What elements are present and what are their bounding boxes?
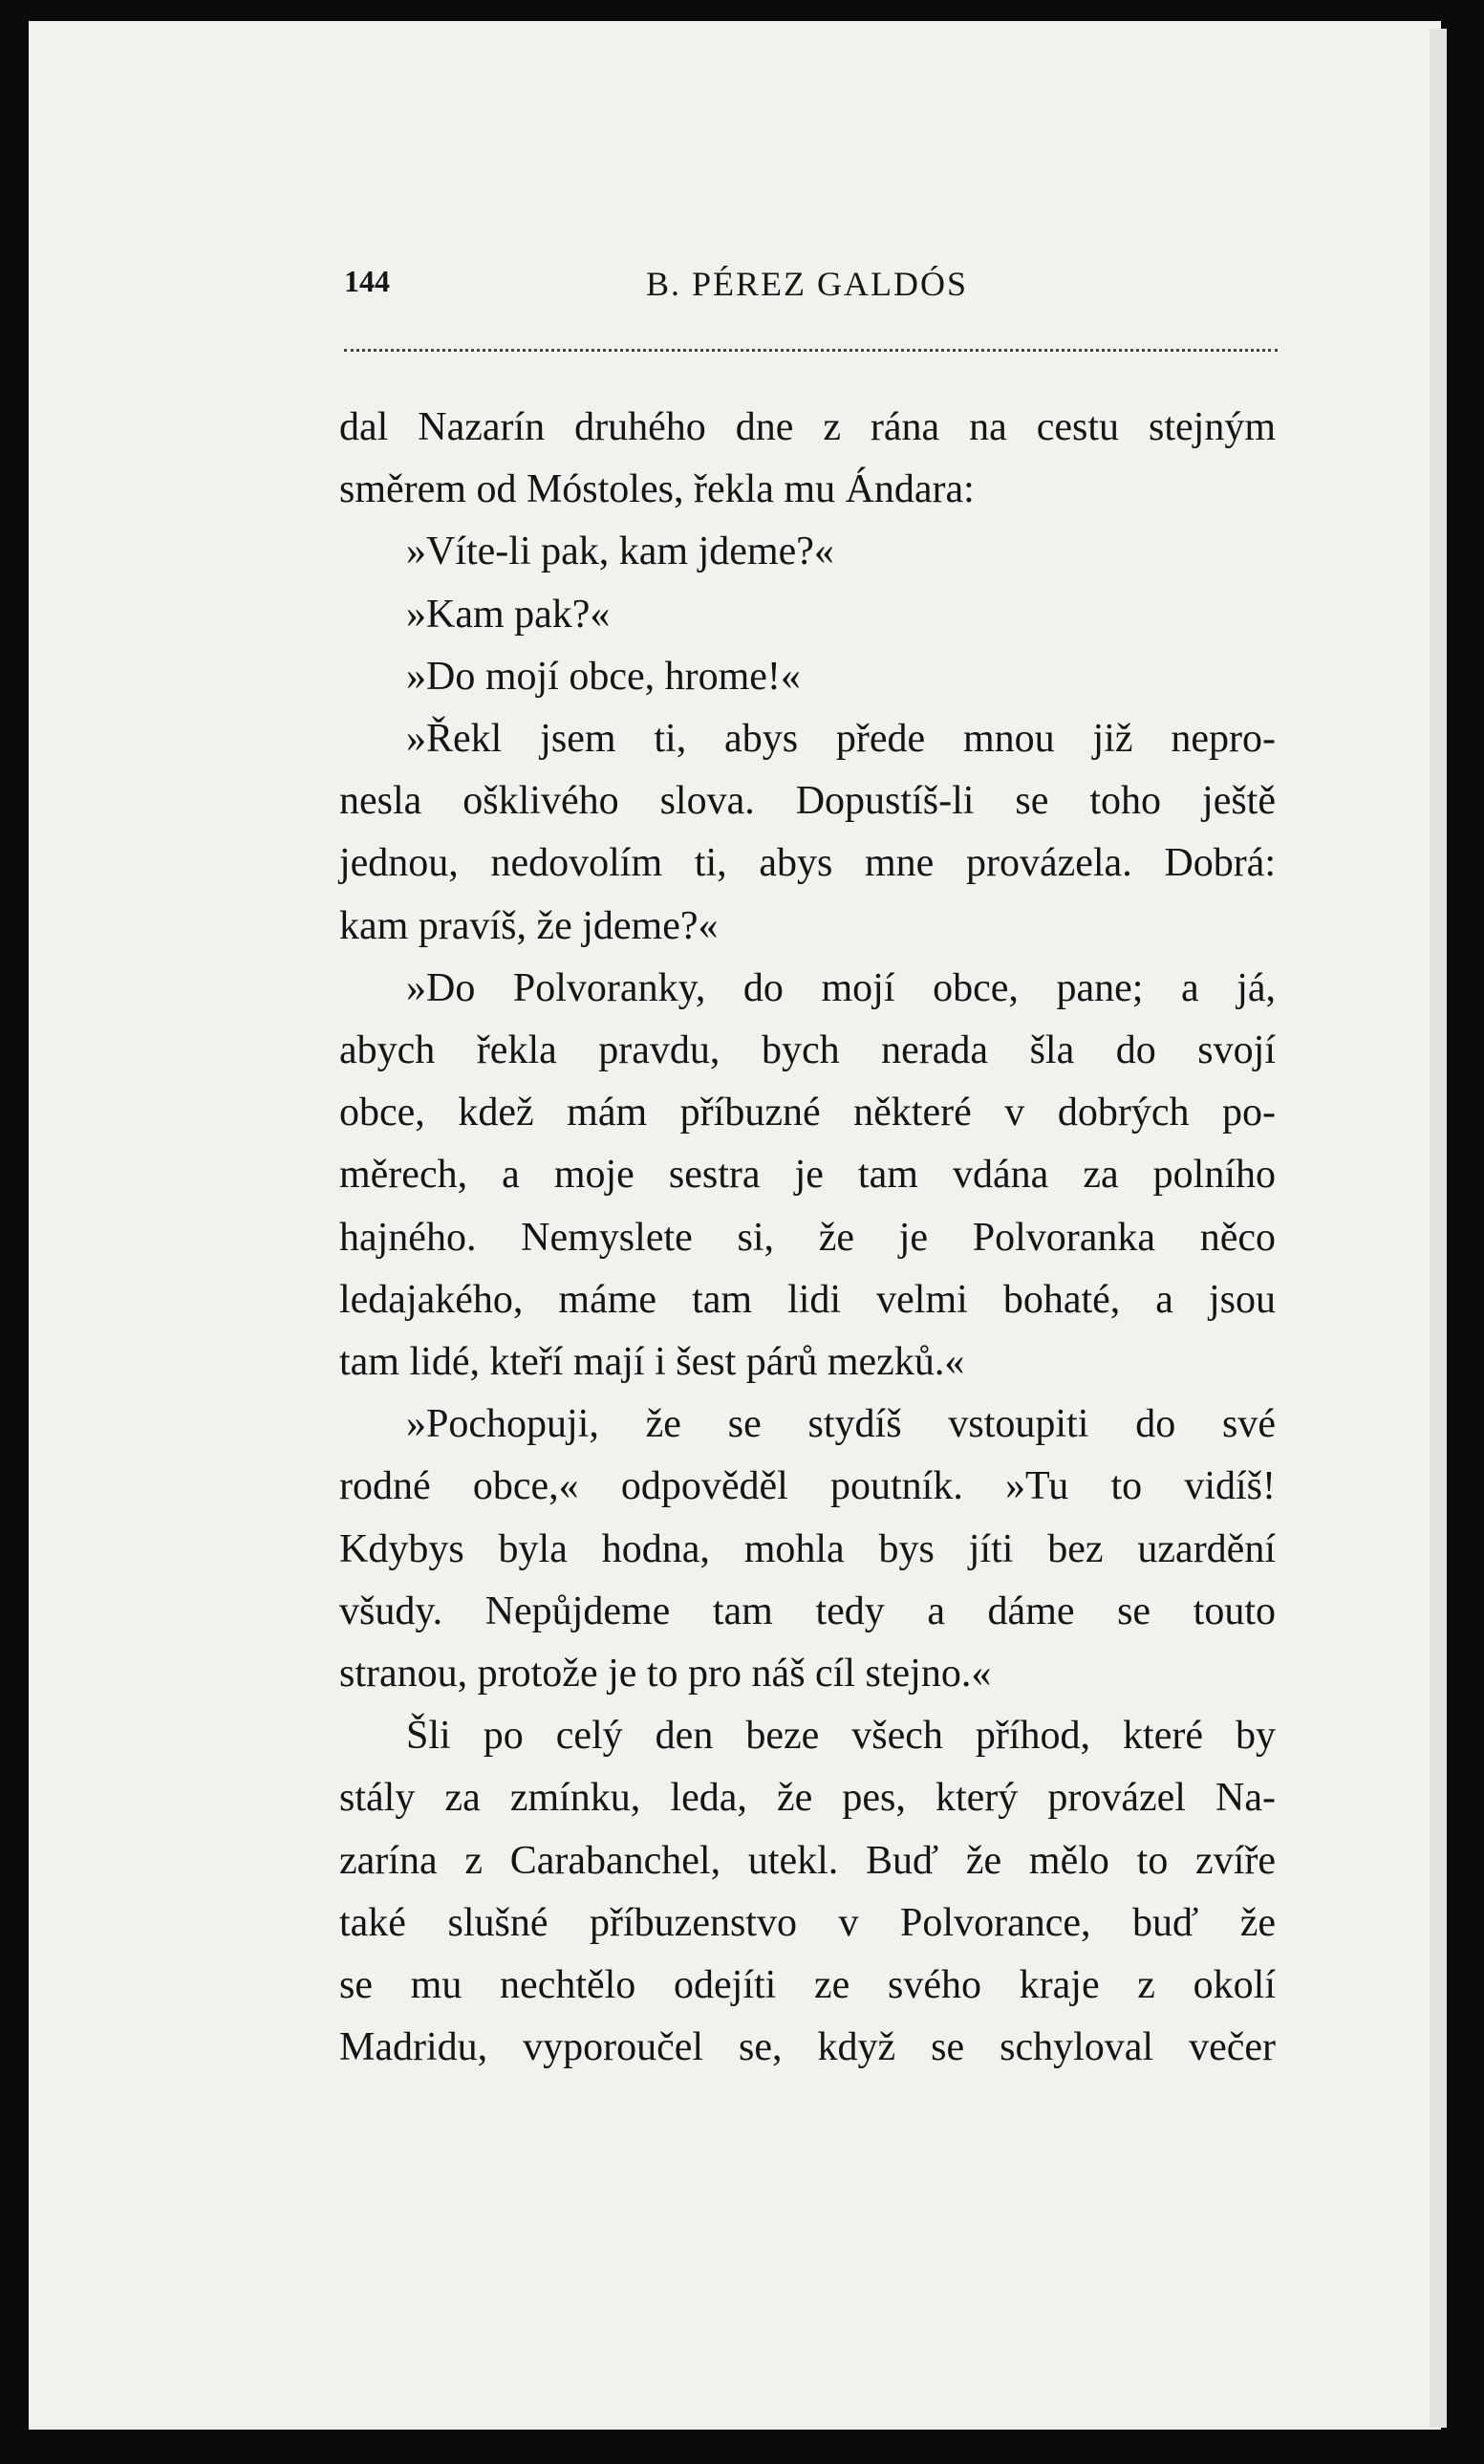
text-line: obce, kdež mám příbuzné některé v dobrých po-	[339, 1091, 1276, 1135]
text-line: kam pravíš, že jdeme?«	[339, 903, 719, 948]
text-line: měrech, a moje sestra je tam vdána za polního	[339, 1153, 1276, 1198]
text-line: hajného. Nemyslete si, že je Polvoranka něco	[339, 1215, 1276, 1260]
text-line: směrem od Móstoles, řekla mu Ándara:	[339, 467, 975, 512]
text-line: dal Nazarín druhého dne z rána na cestu stejným	[339, 405, 1276, 449]
text-line: zarína z Carabanchel, utekl. Buď že mělo to zvíře	[339, 1838, 1276, 1883]
page-edge	[1430, 29, 1447, 2428]
text-line: tam lidé, kteří mají i šest párů mezků.«	[339, 1340, 965, 1385]
text-line: se mu nechtělo odejíti ze svého kraje z okolí	[339, 1963, 1276, 2008]
text-line: rodné obce,« odpověděl poutník. »Tu to vidíš!	[339, 1464, 1276, 1509]
header-divider	[344, 349, 1278, 352]
body-text	[339, 397, 1276, 2079]
text-line: všudy. Nepůjdeme tam tedy a dáme se touto	[339, 1589, 1276, 1633]
text-line: »Víte-li pak, kam jdeme?«	[406, 530, 834, 574]
text-line: »Pochopuji, že se stydíš vstoupiti do své	[406, 1402, 1276, 1447]
text-line: stranou, protože je to pro náš cíl stejno.«	[339, 1652, 992, 1697]
text-line: Šli po celý den beze všech příhod, které by	[406, 1714, 1276, 1759]
text-line: jednou, nedovolím ti, abys mne provázela. Dobrá:	[339, 841, 1276, 886]
text-line: nesla ošklivého slova. Dopustíš-li se toho ještě	[339, 779, 1276, 824]
text-line: také slušné příbuzenstvo v Polvorance, buď že	[339, 1900, 1276, 1945]
text-line: »Do Polvoranky, do mojí obce, pane; a já,	[406, 965, 1276, 1010]
running-header	[336, 260, 1278, 313]
text-line: abych řekla pravdu, bych nerada šla do svojí	[339, 1028, 1276, 1073]
running-title: B. PÉREZ GALDÓS	[645, 265, 969, 303]
text-line: »Kam pak?«	[406, 592, 611, 637]
text-line: »Do mojí obce, hrome!«	[406, 654, 801, 699]
text-line: stály za zmínku, leda, že pes, který provázel Na-	[339, 1776, 1276, 1821]
page-number: 144	[344, 264, 390, 298]
text-line: Kdybys byla hodna, mohla bys jíti bez uzardění	[339, 1526, 1276, 1571]
text-line: »Řekl jsem ti, abys přede mnou již nepro-	[406, 717, 1276, 762]
text-line: ledajakého, máme tam lidi velmi bohaté, a jsou	[339, 1277, 1276, 1322]
text-line: Madridu, vyporoučel se, když se schyloval večer	[339, 2025, 1276, 2070]
